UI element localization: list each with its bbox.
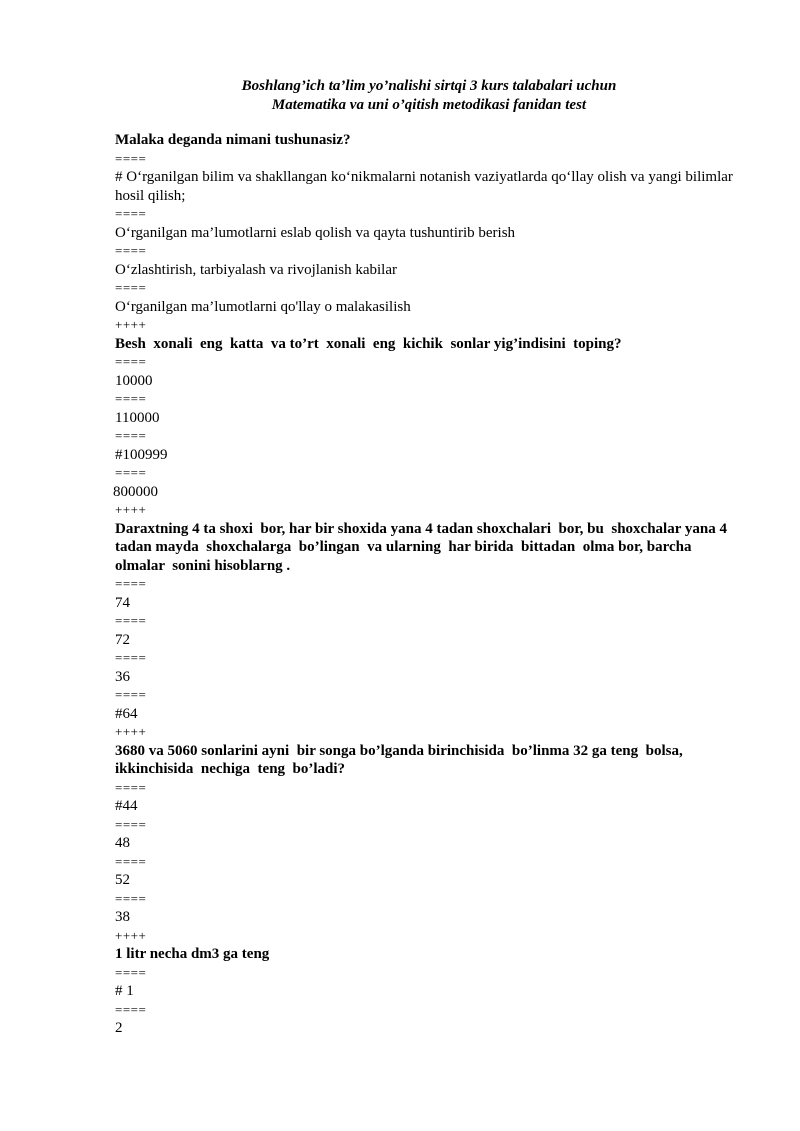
answer-separator: ==== xyxy=(115,354,147,369)
answer-separator: ==== xyxy=(115,779,147,795)
question-text: 1 litr necha dm3 ga teng xyxy=(115,946,270,962)
test-content xyxy=(115,131,740,1038)
answer-option: 36 xyxy=(115,668,130,685)
answer-separator: ==== xyxy=(115,687,147,702)
answer-separator: ==== xyxy=(115,964,147,980)
answer-option: # O‘rganilgan bilim va shakllangan ko‘nikmalarni notanish vaziyatlarda qo‘llay olish va yangi bilimlar hosil qilish; xyxy=(115,169,737,204)
answer-separator: ==== xyxy=(115,613,147,628)
answer-separator: ==== xyxy=(115,816,147,832)
answer-separator: ==== xyxy=(115,391,147,406)
document-title-line-2: Matematika va uni o’qitish metodikasi fanidan test xyxy=(271,97,587,113)
document-title-line-1: Boshlang’ich ta’lim yo’nalishi sirtqi 3 kurs talabalari uchun xyxy=(241,78,617,94)
answer-option: 74 xyxy=(115,594,130,611)
answer-separator: ==== xyxy=(115,853,147,869)
question-separator: ++++ xyxy=(115,317,147,332)
answer-separator: ==== xyxy=(115,465,147,480)
question-text: Besh xonali eng katta va to’rt xonali eng kichik sonlar yig’indisini toping? xyxy=(115,335,622,352)
answer-option: 10000 xyxy=(115,372,153,389)
answer-separator: ==== xyxy=(115,428,147,443)
answer-option: O‘zlashtirish, tarbiyalash va rivojlanish kabilar xyxy=(115,261,398,278)
answer-separator: ==== xyxy=(115,280,147,295)
question-text: 3680 va 5060 sonlarini ayni bir songa bo’lganda birinchisida bo’linma 32 ga teng bolsa, ikkinchisida nechiga teng bo’ladi? xyxy=(115,742,687,777)
answer-option: O‘rganilgan ma’lumotlarni qo'llay o malakasilish xyxy=(115,298,411,315)
answer-option: 72 xyxy=(115,631,130,648)
answer-option: 110000 xyxy=(115,409,160,426)
answer-separator: ==== xyxy=(115,576,147,591)
answer-separator: ==== xyxy=(115,890,147,906)
answer-separator: ==== xyxy=(115,206,147,221)
answer-separator: ==== xyxy=(115,150,147,166)
question-separator: ++++ xyxy=(115,724,147,739)
question-text: Daraxtning 4 ta shoxi bor, har bir shoxida yana 4 tadan shoxchalari bor, bu shoxchalar yana 4 tadan mayda shoxchalarga bo’lingan va ularning har birida bittadan olma bor, barcha olmalar sonini hisoblarng . xyxy=(115,520,731,574)
question-text: Malaka deganda nimani tushunasiz? xyxy=(115,132,351,148)
question-separator: ++++ xyxy=(115,502,147,517)
answer-option: 38 xyxy=(115,909,130,925)
answer-option: #100999 xyxy=(115,446,168,463)
question-separator: ++++ xyxy=(115,927,147,943)
answer-option: O‘rganilgan ma’lumotlarni eslab qolish va qayta tushuntirib berish xyxy=(115,224,516,241)
answer-option: 800000 xyxy=(113,483,158,500)
answer-option: # 1 xyxy=(115,983,134,999)
answer-separator: ==== xyxy=(115,243,147,258)
answer-option: 48 xyxy=(115,835,130,851)
answer-separator: ==== xyxy=(115,650,147,665)
answer-option: #44 xyxy=(115,798,138,814)
answer-option: 2 xyxy=(115,1020,123,1036)
answer-option: #64 xyxy=(115,705,138,722)
answer-separator: ==== xyxy=(115,1001,147,1017)
answer-option: 52 xyxy=(115,872,130,888)
